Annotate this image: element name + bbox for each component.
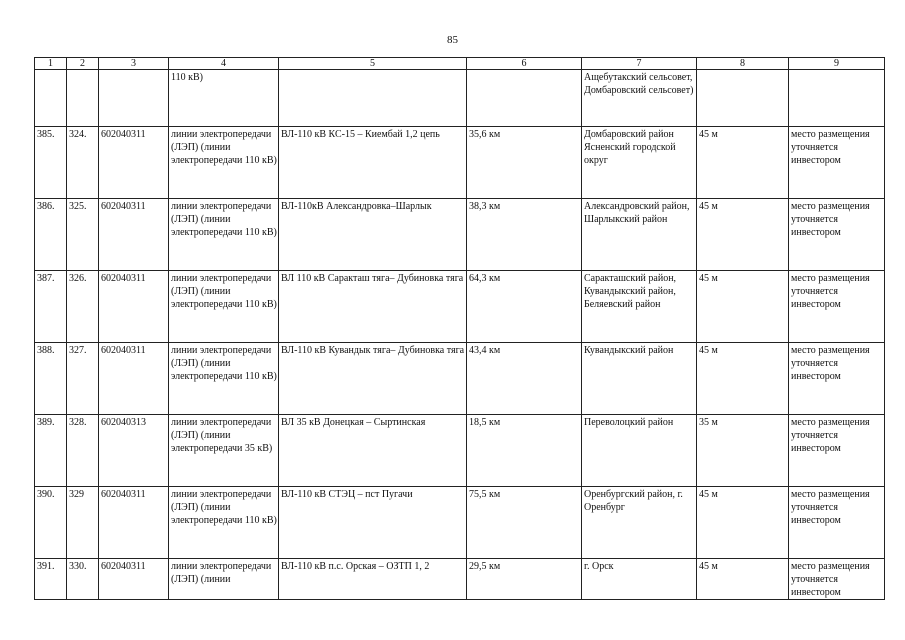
cell-zone-width: 35 м	[697, 415, 789, 487]
column-header: 2	[67, 58, 99, 70]
cell-length: 38,3 км	[467, 199, 582, 271]
cell-length: 29,5 км	[467, 559, 582, 600]
cell-number-sub: 327.	[67, 343, 99, 415]
cell-length: 64,3 км	[467, 271, 582, 343]
cell-object-type: линии электропередачи (ЛЭП) (линии электропередачи 110 кВ)	[169, 487, 279, 559]
cell-number: 387.	[35, 271, 67, 343]
cell-number-sub: 324.	[67, 127, 99, 199]
cell-empty	[279, 70, 467, 127]
column-header: 1	[35, 58, 67, 70]
cell-location: Переволоцкий район	[582, 415, 697, 487]
cell-location: г. Орск	[582, 559, 697, 600]
cell-empty	[35, 70, 67, 127]
cell-location: Домбаровский район Ясненский городской округ	[582, 127, 697, 199]
cell-number: 385.	[35, 127, 67, 199]
cell-zone-width: 45 м	[697, 127, 789, 199]
cell-empty	[789, 70, 885, 127]
cell-length: 35,6 км	[467, 127, 582, 199]
continuation-row	[35, 70, 885, 127]
cell-length: 43,4 км	[467, 343, 582, 415]
cell-note: место размещения уточняется инвестором	[789, 415, 885, 487]
cell-length: 75,5 км	[467, 487, 582, 559]
cell-code: 602040313	[99, 415, 169, 487]
cell-empty	[467, 70, 582, 127]
header-row	[35, 58, 885, 70]
page-number: 85	[447, 34, 458, 46]
cell-empty	[67, 70, 99, 127]
table-row	[35, 415, 885, 487]
cell-object-name: ВЛ 110 кВ Саракташ тяга– Дубиновка тяга	[279, 271, 467, 343]
cell-code: 602040311	[99, 487, 169, 559]
cell-number: 389.	[35, 415, 67, 487]
cell-note: место размещения уточняется инвестором	[789, 199, 885, 271]
cell-object-name: ВЛ-110кВ Александровка–Шарлык	[279, 199, 467, 271]
cell-zone-width: 45 м	[697, 199, 789, 271]
cell-object-type: линии электропередачи (ЛЭП) (линии электропередачи 110 кВ)	[169, 127, 279, 199]
cell-location: Оренбургский район, г. Оренбург	[582, 487, 697, 559]
cell-number-sub: 326.	[67, 271, 99, 343]
cell-note: место размещения уточняется инвестором	[789, 271, 885, 343]
cell-number-sub: 328.	[67, 415, 99, 487]
cell-object-name: ВЛ-110 кВ КС-15 – Киембай 1,2 цепь	[279, 127, 467, 199]
table-row	[35, 487, 885, 559]
table-row	[35, 559, 885, 600]
cell-location: Ащебутакский сельсовет, Домбаровский сельсовет)	[582, 70, 697, 127]
cell-number-sub: 330.	[67, 559, 99, 600]
column-header: 8	[697, 58, 789, 70]
column-header: 6	[467, 58, 582, 70]
cell-object-type: линии электропередачи (ЛЭП) (линии электропередачи 110 кВ)	[169, 199, 279, 271]
cell-object-name: ВЛ-110 кВ СТЭЦ – пст Пугачи	[279, 487, 467, 559]
column-header: 9	[789, 58, 885, 70]
cell-note: место размещения уточняется инвестором	[789, 559, 885, 600]
cell-length: 18,5 км	[467, 415, 582, 487]
cell-note: место размещения уточняется инвестором	[789, 127, 885, 199]
cell-zone-width: 45 м	[697, 559, 789, 600]
cell-location: Саракташский район, Кувандыкский район, Беляевский район	[582, 271, 697, 343]
cell-note: место размещения уточняется инвестором	[789, 343, 885, 415]
cell-object-type: 110 кВ)	[169, 70, 279, 127]
cell-object-name: ВЛ 35 кВ Донецкая – Сыртинская	[279, 415, 467, 487]
cell-empty	[697, 70, 789, 127]
cell-number: 391.	[35, 559, 67, 600]
cell-object-name: ВЛ-110 кВ Кувандык тяга– Дубиновка тяга	[279, 343, 467, 415]
cell-number: 386.	[35, 199, 67, 271]
cell-zone-width: 45 м	[697, 271, 789, 343]
cell-object-name: ВЛ-110 кВ п.с. Орская – ОЗТП 1, 2	[279, 559, 467, 600]
column-header: 5	[279, 58, 467, 70]
cell-location: Кувандыкский район	[582, 343, 697, 415]
cell-empty	[99, 70, 169, 127]
column-header: 4	[169, 58, 279, 70]
cell-code: 602040311	[99, 559, 169, 600]
column-header: 7	[582, 58, 697, 70]
cell-code: 602040311	[99, 343, 169, 415]
cell-note: место размещения уточняется инвестором	[789, 487, 885, 559]
cell-number: 390.	[35, 487, 67, 559]
cell-code: 602040311	[99, 199, 169, 271]
cell-location: Александровский район, Шарлыкский район	[582, 199, 697, 271]
cell-zone-width: 45 м	[697, 343, 789, 415]
cell-object-type: линии электропередачи (ЛЭП) (линии электропередачи 110 кВ)	[169, 343, 279, 415]
column-header: 3	[99, 58, 169, 70]
table-row	[35, 127, 885, 199]
cell-object-type: линии электропередачи (ЛЭП) (линии электропередачи 110 кВ)	[169, 271, 279, 343]
cell-code: 602040311	[99, 127, 169, 199]
cell-object-type: линии электропередачи (ЛЭП) (линии	[169, 559, 279, 600]
cell-object-type: линии электропередачи (ЛЭП) (линии электропередачи 35 кВ)	[169, 415, 279, 487]
cell-code: 602040311	[99, 271, 169, 343]
table-row	[35, 343, 885, 415]
cell-number: 388.	[35, 343, 67, 415]
table-row	[35, 271, 885, 343]
cell-zone-width: 45 м	[697, 487, 789, 559]
cell-number-sub: 325.	[67, 199, 99, 271]
cell-number-sub: 329	[67, 487, 99, 559]
table-row	[35, 199, 885, 271]
register-table	[34, 57, 885, 600]
